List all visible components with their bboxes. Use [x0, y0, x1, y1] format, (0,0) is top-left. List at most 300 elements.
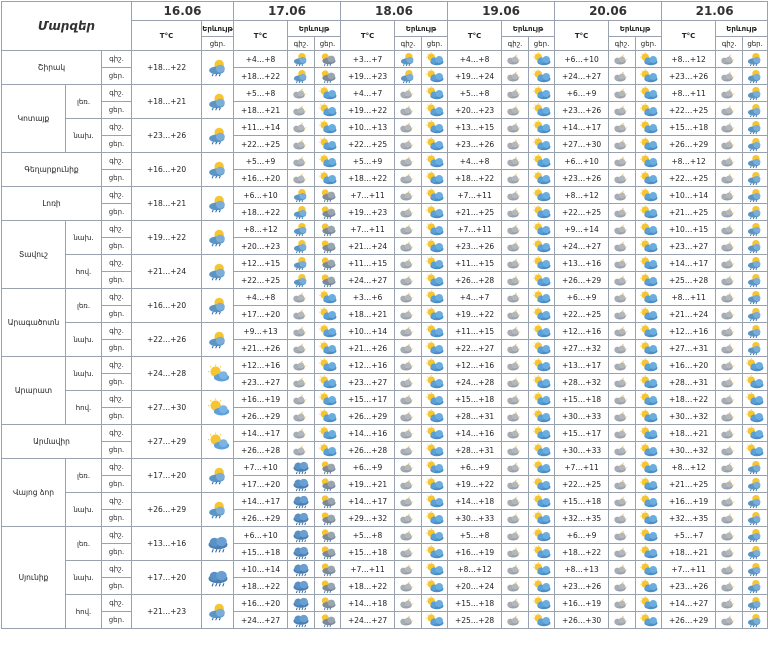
temp-cell: +24…+28	[448, 374, 502, 391]
sun-rain-icon	[202, 600, 233, 624]
cloud-sun-icon	[636, 511, 661, 526]
cloud-sun-rain-icon	[315, 596, 340, 611]
weather-cell	[716, 102, 743, 119]
weather-cell	[529, 476, 555, 493]
temp-cell: +24…+27	[234, 612, 288, 629]
cloud-sun-icon	[529, 86, 554, 101]
sun-rain-icon	[743, 477, 767, 492]
temp-cell: +22…+25	[662, 170, 716, 187]
weather-cell	[202, 425, 234, 459]
zone-label: նախ.	[66, 357, 102, 391]
weather-cell	[315, 442, 341, 459]
cloud-sun-icon	[636, 392, 661, 407]
weather-cell	[422, 102, 448, 119]
temp-cell: +14…+27	[662, 595, 716, 612]
cloud-moon-icon	[395, 137, 421, 152]
cloud-moon-icon	[716, 579, 742, 594]
cloud-sun-icon	[636, 69, 661, 84]
weather-cell	[422, 323, 448, 340]
temp-cell: +16…+20	[234, 595, 288, 612]
weather-cell	[529, 204, 555, 221]
weather-cell	[502, 153, 529, 170]
table-row	[2, 459, 768, 476]
header-row-dates	[2, 2, 768, 21]
weather-cell	[288, 85, 315, 102]
cloud-moon-icon	[288, 392, 314, 407]
cloud-sun-icon	[315, 137, 340, 152]
weather-cell	[502, 340, 529, 357]
weather-cell	[288, 408, 315, 425]
temp-cell: +15…+18	[448, 595, 502, 612]
cloud-sun-icon	[422, 120, 447, 135]
temp-cell: +14…+18	[448, 493, 502, 510]
table-row	[2, 408, 768, 425]
sun-rain-icon	[288, 222, 314, 237]
temp-cell: +16…+19	[555, 595, 609, 612]
weather-cell	[502, 612, 529, 629]
temp-cell: +14…+18	[341, 595, 395, 612]
weather-cell	[609, 323, 636, 340]
day1-temp: +18…+21	[132, 85, 202, 119]
weather-cell	[716, 306, 743, 323]
temp-cell: +6…+9	[555, 289, 609, 306]
weather-cell	[743, 323, 768, 340]
cloud-moon-icon	[609, 579, 635, 594]
weather-cell	[315, 476, 341, 493]
weather-cell	[315, 85, 341, 102]
temp-column-header: T°C	[341, 21, 395, 51]
weather-cell	[395, 340, 422, 357]
weather-cell	[395, 357, 422, 374]
cloud-moon-icon	[502, 528, 528, 543]
temp-cell: +25…+28	[448, 612, 502, 629]
weather-cell	[609, 153, 636, 170]
cloud-sun-rain-icon	[315, 239, 340, 254]
cloud-moon-icon	[716, 324, 742, 339]
temp-cell: +8…+11	[662, 85, 716, 102]
weather-cell	[422, 238, 448, 255]
cloud-moon-icon	[288, 324, 314, 339]
weather-cell	[609, 68, 636, 85]
weather-cell	[636, 561, 662, 578]
cloud-sun-icon	[529, 222, 554, 237]
weather-cell	[395, 476, 422, 493]
weather-cell	[288, 527, 315, 544]
temp-cell: +23…+26	[662, 578, 716, 595]
weather-cell	[743, 544, 768, 561]
temp-column-header: T°C	[662, 21, 716, 51]
weather-cell	[288, 493, 315, 510]
weather-cell	[529, 221, 555, 238]
weather-cell	[529, 357, 555, 374]
weather-cell	[529, 510, 555, 527]
cloud-sun-icon	[529, 239, 554, 254]
temp-cell: +12…+16	[341, 357, 395, 374]
weather-cell	[288, 136, 315, 153]
table-row	[2, 374, 768, 391]
cloud-moon-icon	[502, 494, 528, 509]
night-label: գիշ.	[609, 37, 636, 51]
weather-cell	[529, 238, 555, 255]
weather-cell	[422, 136, 448, 153]
weather-cell	[743, 493, 768, 510]
weather-cell	[743, 85, 768, 102]
temp-cell: +6…+9	[448, 459, 502, 476]
cloud-moon-icon	[395, 477, 421, 492]
cloud-sun-icon	[422, 358, 447, 373]
day-label: ցեր.	[529, 37, 555, 51]
cloud-moon-icon	[716, 460, 742, 475]
sun-rain-icon	[743, 545, 767, 560]
sun-rain-icon	[743, 596, 767, 611]
temp-cell: +8…+13	[555, 561, 609, 578]
cloud-sun-icon	[422, 69, 447, 84]
cloud-moon-icon	[502, 69, 528, 84]
weather-cell	[743, 119, 768, 136]
cloud-sun-icon	[315, 324, 340, 339]
cloud-sun-icon	[422, 426, 447, 441]
weather-cell	[288, 153, 315, 170]
night-label: գիշ.	[102, 119, 132, 136]
temp-cell: +6…+9	[555, 527, 609, 544]
weather-cell	[716, 544, 743, 561]
temp-cell: +22…+25	[662, 102, 716, 119]
temp-cell: +19…+23	[341, 68, 395, 85]
temp-column-header: T°C	[448, 21, 502, 51]
weather-cell	[529, 408, 555, 425]
cloud-sun-rain-icon	[315, 69, 340, 84]
date-header: 20.06	[555, 2, 662, 21]
weather-cell	[315, 221, 341, 238]
weather-cell	[395, 136, 422, 153]
weather-cell	[315, 527, 341, 544]
date-header: 19.06	[448, 2, 555, 21]
weather-cell	[288, 442, 315, 459]
weather-cell	[743, 204, 768, 221]
weather-cell	[288, 255, 315, 272]
temp-cell: +24…+27	[555, 238, 609, 255]
temp-cell: +26…+29	[555, 272, 609, 289]
cloud-sun-icon	[529, 341, 554, 356]
weather-cell	[315, 204, 341, 221]
table-row	[2, 493, 768, 510]
cloud-sun-icon	[636, 443, 661, 458]
weather-cell	[288, 578, 315, 595]
weather-cell	[502, 374, 529, 391]
weather-cell	[636, 527, 662, 544]
cloud-sun-icon	[422, 273, 447, 288]
cloud-sun-icon	[422, 613, 447, 628]
cloud-rain-icon	[288, 562, 314, 577]
cloud-moon-icon	[716, 545, 742, 560]
night-label: գիշ.	[716, 37, 743, 51]
weather-cell	[502, 442, 529, 459]
weather-cell	[716, 340, 743, 357]
cloud-sun-rain-icon	[315, 222, 340, 237]
weather-cell	[716, 255, 743, 272]
weather-cell	[609, 527, 636, 544]
day1-temp: +17…+20	[132, 459, 202, 493]
day-label: ցեր.	[102, 238, 132, 255]
weather-cell	[395, 187, 422, 204]
weather-cell	[502, 561, 529, 578]
day-label: ցեր.	[743, 37, 768, 51]
temp-cell: +22…+25	[234, 136, 288, 153]
temp-cell: +18…+22	[341, 170, 395, 187]
cloud-moon-icon	[288, 154, 314, 169]
day1-temp: +21…+24	[132, 255, 202, 289]
temp-cell: +11…+15	[341, 255, 395, 272]
cloud-sun-icon	[636, 409, 661, 424]
cloud-sun-icon	[529, 69, 554, 84]
temp-cell: +16…+19	[234, 391, 288, 408]
cloud-moon-icon	[716, 188, 742, 203]
day-label: ցեր.	[422, 37, 448, 51]
cloud-sun-icon	[636, 494, 661, 509]
cloud-moon-icon	[609, 171, 635, 186]
cloud-moon-icon	[502, 341, 528, 356]
weather-cell	[716, 476, 743, 493]
weather-cell	[395, 493, 422, 510]
cloud-sun-icon	[529, 256, 554, 271]
temp-cell: +21…+25	[662, 204, 716, 221]
temp-cell: +24…+27	[555, 68, 609, 85]
cloud-moon-icon	[716, 290, 742, 305]
weather-cell	[395, 119, 422, 136]
weather-cell	[636, 119, 662, 136]
cloud-sun-icon	[529, 205, 554, 220]
weather-cell	[315, 289, 341, 306]
sun-rain-icon	[202, 294, 233, 318]
cloud-moon-icon	[502, 205, 528, 220]
cloud-moon-icon	[288, 409, 314, 424]
weather-cell	[636, 187, 662, 204]
sun-rain-icon	[395, 69, 421, 84]
night-label: գիշ.	[102, 323, 132, 340]
weather-cell	[315, 136, 341, 153]
cloud-sun-icon	[636, 154, 661, 169]
weather-cell	[529, 153, 555, 170]
table-row	[2, 289, 768, 306]
cloud-sun-icon	[529, 290, 554, 305]
cloud-moon-icon	[716, 443, 742, 458]
day1-temp: +22…+26	[132, 323, 202, 357]
weather-cell	[743, 374, 768, 391]
temp-cell: +4…+8	[234, 51, 288, 68]
cloud-moon-icon	[609, 460, 635, 475]
temp-cell: +11…+14	[234, 119, 288, 136]
weather-cell	[609, 425, 636, 442]
phenomenon-column-header: Երևույթ	[609, 21, 662, 37]
zone-label: լեռ.	[66, 289, 102, 323]
weather-cell	[422, 459, 448, 476]
cloud-sun-icon	[422, 562, 447, 577]
weather-cell	[502, 459, 529, 476]
weather-cell	[395, 544, 422, 561]
temp-cell: +5…+9	[234, 153, 288, 170]
temp-cell: +23…+26	[448, 136, 502, 153]
temp-cell: +7…+11	[341, 187, 395, 204]
temp-cell: +15…+18	[555, 391, 609, 408]
region-name: Տավուշ	[2, 221, 66, 289]
cloud-sun-icon	[636, 290, 661, 305]
temp-cell: +30…+33	[555, 408, 609, 425]
weather-cell	[288, 306, 315, 323]
cloud-moon-icon	[502, 579, 528, 594]
weather-cell	[529, 255, 555, 272]
weather-cell	[609, 578, 636, 595]
cloud-moon-icon	[395, 545, 421, 560]
weather-cell	[315, 578, 341, 595]
cloud-moon-icon	[502, 86, 528, 101]
sun-rain-icon	[743, 528, 767, 543]
weather-cell	[609, 510, 636, 527]
sun-cloud-icon	[202, 430, 233, 454]
day1-temp: +21…+23	[132, 595, 202, 629]
cloud-moon-icon	[716, 154, 742, 169]
sun-rain-icon	[288, 188, 314, 203]
night-label: գիշ.	[395, 37, 422, 51]
temp-cell: +27…+31	[662, 340, 716, 357]
cloud-sun-icon	[743, 443, 767, 458]
cloud-moon-icon	[609, 86, 635, 101]
weather-cell	[529, 68, 555, 85]
cloud-sun-icon	[422, 324, 447, 339]
cloud-moon-icon	[716, 52, 742, 67]
cloud-sun-icon	[529, 426, 554, 441]
cloud-sun-icon	[422, 290, 447, 305]
weather-cell	[202, 459, 234, 493]
weather-cell	[636, 255, 662, 272]
table-row	[2, 85, 768, 102]
weather-cell	[716, 68, 743, 85]
cloud-sun-icon	[636, 52, 661, 67]
cloud-sun-icon	[529, 171, 554, 186]
sun-rain-icon	[743, 290, 767, 305]
cloud-moon-icon	[716, 222, 742, 237]
weather-cell	[422, 612, 448, 629]
cloud-moon-icon	[288, 171, 314, 186]
weather-cell	[529, 272, 555, 289]
cloud-sun-icon	[315, 443, 340, 458]
weather-cell	[529, 340, 555, 357]
cloud-sun-icon	[422, 307, 447, 322]
weather-cell	[609, 612, 636, 629]
weather-cell	[609, 306, 636, 323]
weather-cell	[636, 272, 662, 289]
weather-cell	[529, 612, 555, 629]
weather-cell	[716, 391, 743, 408]
region-name: Կոտայք	[2, 85, 66, 153]
weather-cell	[422, 85, 448, 102]
temp-cell: +19…+23	[341, 204, 395, 221]
weather-cell	[502, 544, 529, 561]
weather-cell	[315, 51, 341, 68]
temp-cell: +26…+28	[341, 442, 395, 459]
weather-cell	[395, 289, 422, 306]
weather-cell	[743, 595, 768, 612]
phenomenon-column-header: Երևույթ	[288, 21, 341, 37]
weather-cell	[609, 204, 636, 221]
cloud-moon-icon	[609, 273, 635, 288]
weather-cell	[288, 595, 315, 612]
cloud-moon-icon	[716, 137, 742, 152]
temp-cell: +3…+6	[341, 289, 395, 306]
weather-cell	[529, 459, 555, 476]
weather-cell	[636, 408, 662, 425]
cloud-sun-icon	[636, 222, 661, 237]
temp-cell: +18…+21	[662, 544, 716, 561]
table-row	[2, 238, 768, 255]
temp-cell: +4…+8	[448, 51, 502, 68]
table-row	[2, 51, 768, 68]
day-label: ցեր.	[102, 578, 132, 595]
weather-cell	[395, 153, 422, 170]
cloud-moon-icon	[395, 188, 421, 203]
sun-rain-icon	[743, 460, 767, 475]
weather-cell	[716, 272, 743, 289]
weather-cell	[288, 68, 315, 85]
weather-cell	[502, 527, 529, 544]
weather-cell	[202, 51, 234, 85]
table-row	[2, 340, 768, 357]
weather-cell	[636, 323, 662, 340]
temp-cell: +26…+29	[234, 510, 288, 527]
temp-column-header: T°C	[132, 21, 202, 51]
cloud-moon-icon	[502, 613, 528, 628]
temp-cell: +21…+26	[341, 340, 395, 357]
cloud-moon-icon	[609, 103, 635, 118]
weather-cell	[502, 51, 529, 68]
cloud-sun-icon	[315, 341, 340, 356]
temp-cell: +23…+26	[662, 68, 716, 85]
weather-cell	[288, 272, 315, 289]
weather-cell	[743, 153, 768, 170]
cloud-sun-icon	[636, 596, 661, 611]
weather-cell	[395, 459, 422, 476]
night-label: գիշ.	[102, 187, 132, 204]
weather-cell	[529, 527, 555, 544]
weather-cell	[529, 425, 555, 442]
night-label: գիշ.	[102, 221, 132, 238]
cloud-sun-icon	[529, 52, 554, 67]
weather-cell	[202, 289, 234, 323]
cloud-moon-icon	[716, 511, 742, 526]
cloud-rain-icon	[288, 477, 314, 492]
temp-cell: +14…+17	[234, 493, 288, 510]
cloud-moon-icon	[502, 171, 528, 186]
temp-cell: +28…+31	[448, 408, 502, 425]
date-header: 16.06	[132, 2, 234, 21]
temp-cell: +8…+12	[555, 187, 609, 204]
weather-cell	[395, 578, 422, 595]
temp-cell: +23…+26	[555, 170, 609, 187]
cloud-moon-icon	[609, 562, 635, 577]
cloud-moon-icon	[502, 188, 528, 203]
cloud-moon-icon	[609, 613, 635, 628]
temp-cell: +15…+17	[341, 391, 395, 408]
weather-cell	[636, 85, 662, 102]
temp-cell: +14…+16	[448, 425, 502, 442]
weather-cell	[609, 272, 636, 289]
table-row	[2, 578, 768, 595]
table-row	[2, 323, 768, 340]
weather-cell	[609, 340, 636, 357]
cloud-sun-icon	[315, 290, 340, 305]
weather-cell	[743, 272, 768, 289]
weather-cell	[502, 68, 529, 85]
cloud-sun-icon	[529, 443, 554, 458]
